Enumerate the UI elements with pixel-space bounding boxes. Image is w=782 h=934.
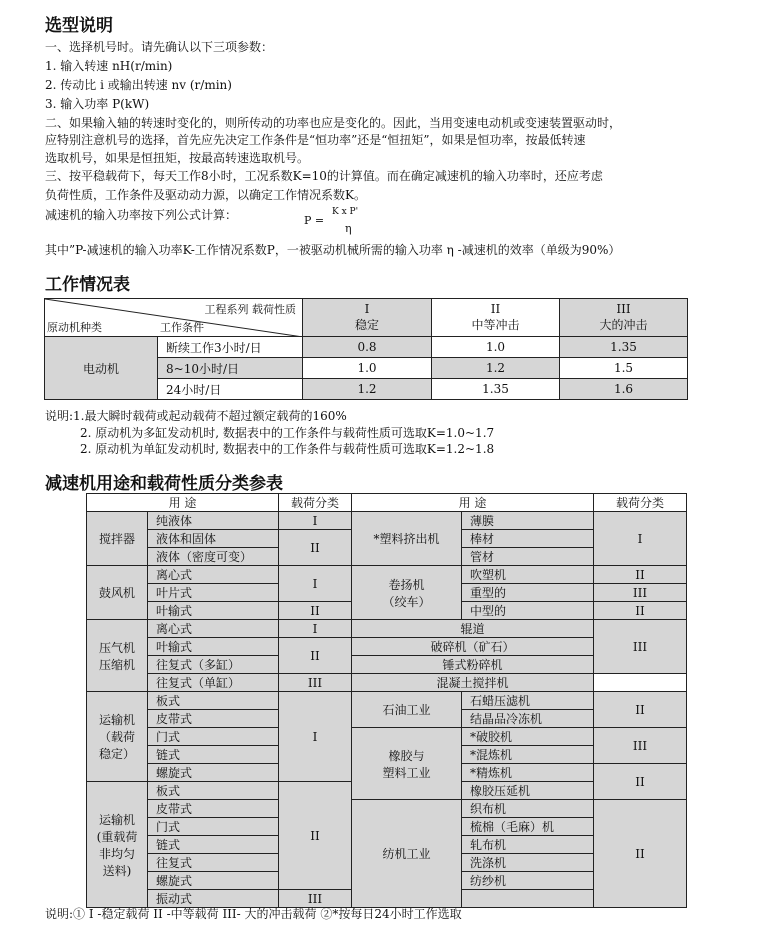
group-label: 运输机 （载荷 稳定） bbox=[87, 692, 148, 782]
use-cell: 离心式 bbox=[148, 620, 279, 638]
use-cell: 薄膜 bbox=[462, 512, 594, 530]
empty-cell bbox=[462, 890, 594, 908]
use-cell: 轧布机 bbox=[462, 836, 594, 854]
group-label: 运输机 (重载荷 非均匀 送料) bbox=[87, 782, 148, 908]
use-cell: 纺纱机 bbox=[462, 872, 594, 890]
use-cell: 门式 bbox=[148, 818, 279, 836]
working-conditions-table bbox=[44, 298, 688, 400]
condition-cell: 断续工作3小时/日 bbox=[158, 337, 303, 358]
group-label: 压气机 压缩机 bbox=[87, 620, 148, 692]
table-corner-header bbox=[45, 299, 303, 337]
use-cell: 叶输式 bbox=[148, 638, 279, 656]
class-cell-empty bbox=[594, 674, 687, 692]
class-cell: I bbox=[279, 566, 352, 602]
group-label: 卷扬机 （绞车） bbox=[352, 566, 462, 620]
header-prime-mover: 原动机种类 bbox=[47, 321, 102, 334]
condition-cell: 8~10小时/日 bbox=[158, 358, 303, 379]
use-cell: 叶输式 bbox=[148, 602, 279, 620]
note-line: 2. 原动机为单缸发动机时, 数据表中的工作条件与载荷性质可选取K=1.2~1.8 bbox=[80, 442, 495, 456]
class-cell: I bbox=[279, 512, 352, 530]
use-cell: 辊道 bbox=[352, 620, 594, 638]
applications-table bbox=[86, 493, 687, 908]
use-cell: 液体和固体 bbox=[148, 530, 279, 548]
class-cell: II bbox=[279, 602, 352, 620]
use-cell: 锤式粉碎机 bbox=[352, 656, 594, 674]
value-cell: 1.2 bbox=[432, 358, 560, 379]
text-line: 一、选择机号时。请先确认以下三项参数： bbox=[45, 40, 274, 54]
group-label: 纺机工业 bbox=[352, 800, 462, 908]
text-line: 1. 输入转速 nH(r/min) bbox=[45, 59, 173, 73]
use-cell: *混炼机 bbox=[462, 746, 594, 764]
group-label: 石油工业 bbox=[352, 692, 462, 728]
use-cell: 橡胶压延机 bbox=[462, 782, 594, 800]
prime-mover-cell: 电动机 bbox=[45, 337, 158, 400]
use-cell: 板式 bbox=[148, 782, 279, 800]
text-line: 负荷性质，工作条件及驱动动力源，以确定工作情况系数K。 bbox=[45, 188, 366, 202]
text-line: 减速机的输入功率按下列公式计算： bbox=[45, 208, 238, 222]
group-label: 橡胶与 塑料工业 bbox=[352, 728, 462, 800]
class-cell: III bbox=[594, 620, 687, 674]
text-line: 选取机号，如果是恒扭矩，按最高转速选取机号。 bbox=[45, 151, 310, 165]
class-cell: II bbox=[279, 530, 352, 566]
class-cell: III bbox=[279, 890, 352, 908]
class-cell: I bbox=[594, 512, 687, 566]
value-cell: 1.0 bbox=[432, 337, 560, 358]
class-cell: II bbox=[594, 800, 687, 908]
use-cell: 梳棉（毛麻）机 bbox=[462, 818, 594, 836]
value-cell: 1.5 bbox=[560, 358, 688, 379]
use-cell: 板式 bbox=[148, 692, 279, 710]
group-label: 搅拌器 bbox=[87, 512, 148, 566]
use-cell: 织布机 bbox=[462, 800, 594, 818]
use-cell: 棒材 bbox=[462, 530, 594, 548]
class-cell: I bbox=[279, 620, 352, 638]
use-cell: 螺旋式 bbox=[148, 764, 279, 782]
use-cell: 往复式 bbox=[148, 854, 279, 872]
class-cell: III bbox=[279, 674, 352, 692]
use-cell: *破胶机 bbox=[462, 728, 594, 746]
header-class-right: 载荷分类 bbox=[594, 494, 687, 512]
use-cell: 皮带式 bbox=[148, 710, 279, 728]
condition-cell: 24小时/日 bbox=[158, 379, 303, 400]
class-cell: III bbox=[594, 728, 687, 764]
use-cell: 中型的 bbox=[462, 602, 594, 620]
use-cell: 吹塑机 bbox=[462, 566, 594, 584]
col-header-2: II 中等冲击 bbox=[432, 299, 560, 337]
section-title-applications: 减速机用途和载荷性质分类参表 bbox=[45, 474, 283, 494]
header-work-condition: 工作条件 bbox=[160, 321, 204, 334]
formula-lhs: P = bbox=[304, 214, 325, 227]
formula-numerator: K x P' bbox=[332, 207, 359, 217]
class-cell: I bbox=[279, 692, 352, 782]
use-cell: 门式 bbox=[148, 728, 279, 746]
formula-denominator: η bbox=[345, 222, 352, 235]
text-line: 二、如果输入轴的转速时变化的，则所传动的功率也应是变化的。因此，当用变速电动机或变速装置驱动时， bbox=[45, 116, 622, 130]
text-line: 其中”P-减速机的输入功率K-工作情况系数P，一被驱动机械所需的输入功率 η -减速机的效率（单级为90%） bbox=[45, 243, 621, 257]
note-line: 2. 原动机为多缸发动机时, 数据表中的工作条件与载荷性质可选取K=1.0~1.7 bbox=[80, 426, 495, 440]
value-cell: 1.35 bbox=[432, 379, 560, 400]
text-line: 应特别注意机号的选择，首先应先决定工作条件是“恒功率”还是“恒扭矩”，如果是恒功率，按最低转速 bbox=[45, 133, 586, 147]
group-label: 鼓风机 bbox=[87, 566, 148, 620]
use-cell: 管材 bbox=[462, 548, 594, 566]
value-cell: 1.6 bbox=[560, 379, 688, 400]
footer-note: 说明:① I -稳定载荷 II -中等载荷 III- 大的冲击载荷 ②*按每日24小时工作选取 bbox=[45, 907, 462, 921]
use-cell: 链式 bbox=[148, 746, 279, 764]
class-cell: II bbox=[594, 566, 687, 584]
value-cell: 1.0 bbox=[303, 358, 432, 379]
use-cell: 往复式（多缸） bbox=[148, 656, 279, 674]
use-cell: 螺旋式 bbox=[148, 872, 279, 890]
use-cell: 破碎机（矿石） bbox=[352, 638, 594, 656]
header-load-nature: 工程系列 载荷性质 bbox=[204, 303, 296, 316]
use-cell: 混凝土搅拌机 bbox=[352, 674, 594, 692]
use-cell: 石蜡压滤机 bbox=[462, 692, 594, 710]
class-cell: II bbox=[279, 638, 352, 674]
group-label: *塑料挤出机 bbox=[352, 512, 462, 566]
class-cell: III bbox=[594, 584, 687, 602]
text-line: 三、按平稳载荷下，每天工作8小时，工况系数K=10的计算值。而在确定减速机的输入功率时，还应考虑 bbox=[45, 169, 603, 183]
class-cell: II bbox=[594, 692, 687, 728]
note-line: 说明:1.最大瞬时载荷或起动载荷不超过额定载荷的160% bbox=[45, 409, 347, 423]
use-cell: 结晶品冷冻机 bbox=[462, 710, 594, 728]
use-cell: 往复式（单缸） bbox=[148, 674, 279, 692]
use-cell: 液体（密度可变） bbox=[148, 548, 279, 566]
use-cell: 重型的 bbox=[462, 584, 594, 602]
header-use-left: 用 途 bbox=[87, 494, 279, 512]
class-cell: II bbox=[594, 764, 687, 800]
col-header-3: III 大的冲击 bbox=[560, 299, 688, 337]
section-title-selection: 选型说明 bbox=[45, 16, 113, 36]
text-line: 3. 输入功率 P(kW) bbox=[45, 97, 150, 111]
use-cell: 振动式 bbox=[148, 890, 279, 908]
text-line: 2. 传动比 i 或输出转速 nv (r/min) bbox=[45, 78, 232, 92]
value-cell: 1.2 bbox=[303, 379, 432, 400]
class-cell: II bbox=[594, 602, 687, 620]
use-cell: 纯液体 bbox=[148, 512, 279, 530]
use-cell: 离心式 bbox=[148, 566, 279, 584]
section-title-working-conditions: 工作情况表 bbox=[45, 275, 130, 295]
use-cell: 洗涤机 bbox=[462, 854, 594, 872]
use-cell: 皮带式 bbox=[148, 800, 279, 818]
value-cell: 0.8 bbox=[303, 337, 432, 358]
header-use-right: 用 途 bbox=[352, 494, 594, 512]
use-cell: *精炼机 bbox=[462, 764, 594, 782]
col-header-1: I 稳定 bbox=[303, 299, 432, 337]
use-cell: 叶片式 bbox=[148, 584, 279, 602]
value-cell: 1.35 bbox=[560, 337, 688, 358]
header-class-left: 载荷分类 bbox=[279, 494, 352, 512]
use-cell: 链式 bbox=[148, 836, 279, 854]
class-cell: II bbox=[279, 782, 352, 890]
